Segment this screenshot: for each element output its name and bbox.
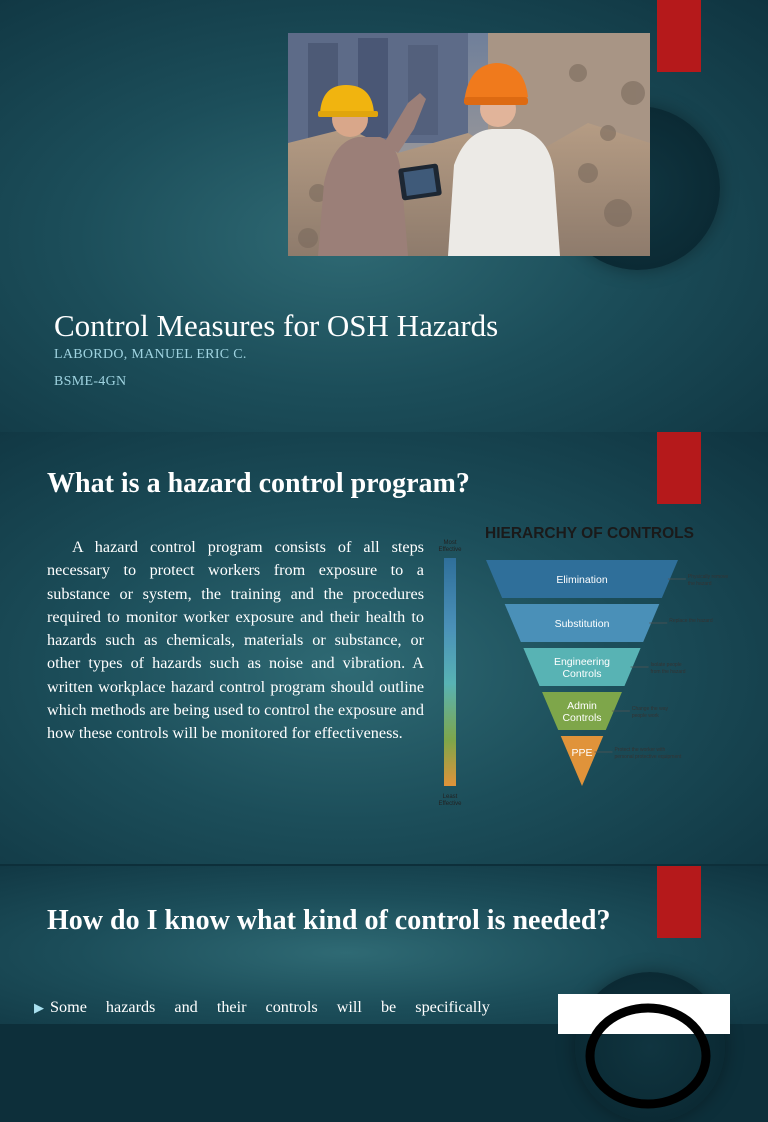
hierarchy-level-note: people work: [631, 713, 659, 719]
hierarchy-levels: [486, 560, 728, 786]
hierarchy-level-label: Controls: [562, 712, 602, 724]
red-accent-bar: [657, 0, 701, 72]
hazard-program-slide: [0, 432, 768, 864]
hierarchy-of-controls-diagram: [432, 518, 729, 818]
hierarchy-level-note: personal protective equipment: [614, 754, 682, 760]
most-effective-label: Effective: [438, 547, 462, 553]
hierarchy-level-note: Change the way: [631, 706, 668, 712]
warning-circle-icon: [558, 994, 730, 1034]
title-slide: [0, 0, 768, 432]
slide-heading: How do I know what kind of control is needed?: [47, 905, 611, 936]
control-needed-slide: [0, 866, 768, 1024]
hierarchy-level-label: Controls: [562, 668, 602, 680]
hierarchy-level-label: Engineering: [553, 656, 611, 668]
hierarchy-level-note: Replace the hazard: [669, 618, 713, 624]
slide-heading: What is a hazard control program?: [47, 468, 470, 499]
hierarchy-level-5: [561, 736, 603, 786]
author-name: LABORDO, MANUEL ERIC C.: [54, 347, 247, 362]
least-effective-label: Least: [442, 794, 458, 800]
hierarchy-level-note: the hazard: [687, 581, 712, 587]
red-accent-bar: [657, 432, 701, 504]
bullet-item: [34, 998, 514, 1017]
hierarchy-level-label: PPE: [571, 747, 593, 759]
red-accent-bar: [657, 866, 701, 938]
workers-hardhat-photo: [288, 33, 650, 256]
effectiveness-scale-bar: [444, 558, 456, 786]
hierarchy-level-note: Isolate people: [650, 662, 682, 668]
bullet-text: Some hazards and their controls will be specifically: [50, 998, 490, 1016]
presentation-title: Control Measures for OSH Hazards: [54, 308, 499, 343]
warning-symbol-image: [558, 994, 730, 1034]
hierarchy-level-note: Protect the worker with: [614, 747, 666, 753]
least-effective-label: Effective: [438, 801, 462, 807]
most-effective-label: Most: [443, 540, 457, 546]
slide-body-text: A hazard control program consists of all steps necessary to protect workers from exposure to a substance or system, the training and the procedures required to monitor worker exposure and their health to hazards such as chemicals, materials or substance, or other types of hazards such as noise and vibration. A written workplace hazard control program should outline which methods are being used to control the exposure and how these controls will be monitored for effectiveness.: [47, 538, 424, 743]
course-section: BSME-4GN: [54, 374, 127, 389]
hierarchy-level-label: Substitution: [554, 618, 610, 630]
bullet-arrow-icon: ▶: [34, 999, 44, 1015]
hierarchy-level-label: Admin: [567, 700, 597, 712]
diagram-title: HIERARCHY OF CONTROLS: [485, 525, 694, 542]
hierarchy-level-note: Physically remove: [687, 574, 729, 580]
hierarchy-level-label: Elimination: [556, 574, 608, 586]
hierarchy-level-note: from the hazard: [650, 669, 686, 675]
